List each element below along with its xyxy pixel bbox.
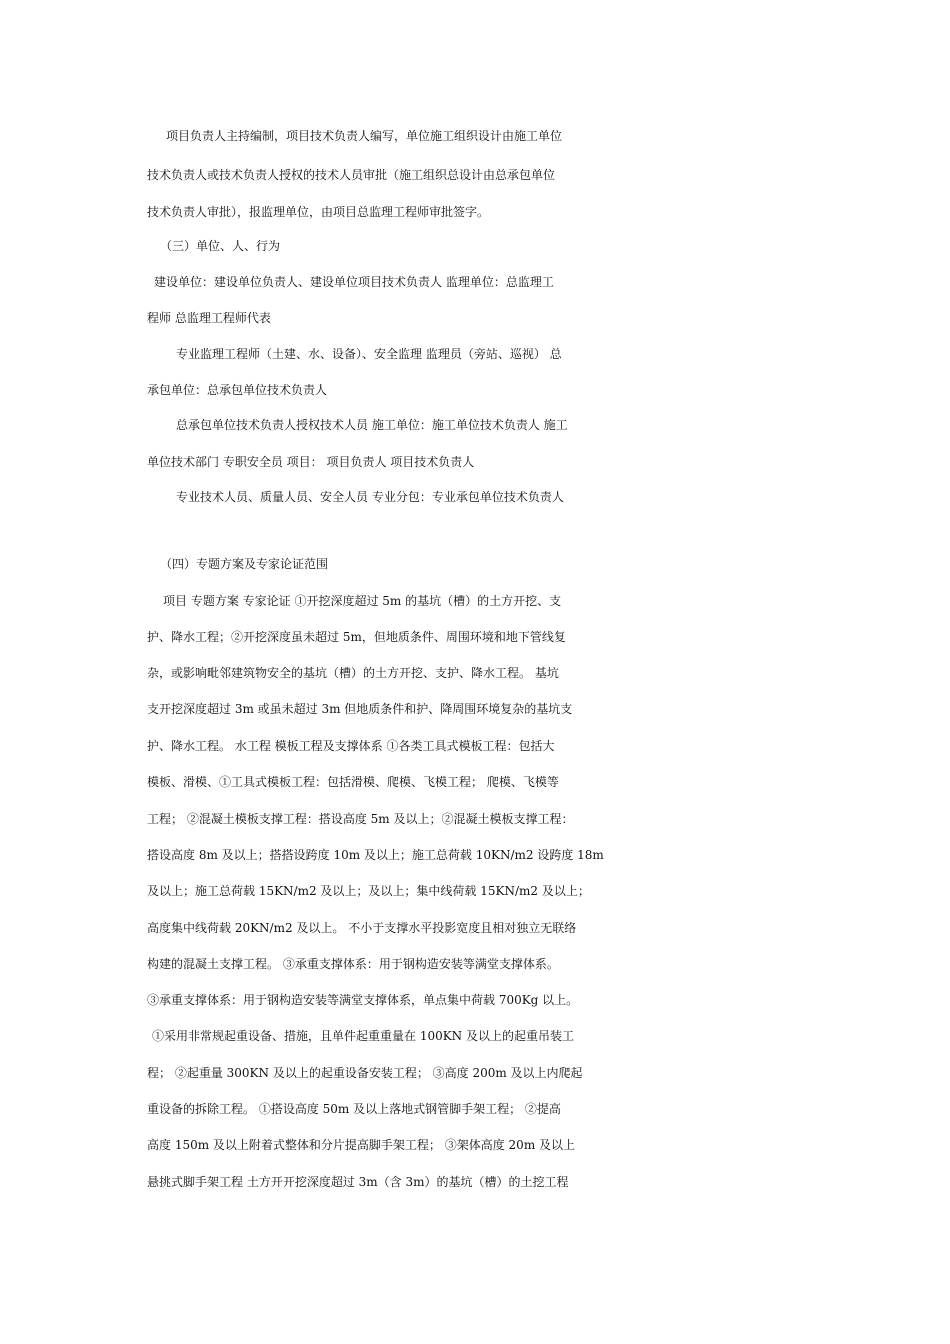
text-line: 模板、滑模、①工具式模板工程：包括滑模、爬模、飞模工程； 爬模、飞模等 (147, 775, 559, 789)
text-line: 项目负责人主持编制，项目技术负责人编写，单位施工组织设计由施工单位 (166, 129, 563, 143)
text-line: 高度集中线荷载 20KN/m2 及以上。 不小于支撑水平投影宽度且相对独立无联络 (147, 921, 577, 935)
text-line: 单位技术部门 专职安全员 项目： 项目负责人 项目技术负责人 (147, 455, 475, 469)
text-line: 支开挖深度超过 3m 或虽未超过 3m 但地质条件和护、降周围环境复杂的基坑支 (147, 702, 573, 716)
text-line: 技术负责人审批），报监理单位，由项目总监理工程师审批签字。 (147, 205, 490, 219)
text-line: 建设单位：建设单位负责人、建设单位项目技术负责人 监理单位：总监理工 (154, 275, 554, 289)
text-line: 工程； ②混凝土模板支撑工程：搭设高度 5m 及以上；②混凝土模板支撑工程： (147, 812, 574, 826)
text-line: 程； ②起重量 300KN 及以上的起重设备安装工程； ③高度 200m 及以上内爬起 (147, 1066, 583, 1080)
text-line: 构建的混凝土支撑工程。 ③承重支撑体系：用于钢构造安装等满堂支撑体系。 (147, 957, 559, 971)
text-line: 总承包单位技术负责人授权技术人员 施工单位：施工单位技术负责人 施工 (176, 418, 568, 432)
text-line: 悬挑式脚手架工程 土方开开挖深度超过 3m（含 3m）的基坑（槽）的土挖工程 (147, 1175, 569, 1189)
text-line: 技术负责人或技术负责人授权的技术人员审批（施工组织总设计由总承包单位 (147, 168, 556, 182)
section-heading: （三）单位、人、行为 (160, 239, 281, 253)
text-line: 项目 专题方案 专家论证 ①开挖深度超过 5m 的基坑（槽）的土方开挖、支 (163, 594, 562, 608)
text-line: 专业监理工程师（土建、水、设备）、安全监理 监理员（旁站、巡视） 总 (176, 347, 562, 361)
text-line: 承包单位：总承包单位技术负责人 (147, 383, 328, 397)
section-heading: （四）专题方案及专家论证范围 (160, 557, 329, 571)
text-line: 护、降水工程；②开挖深度虽未超过 5m，但地质条件、周围环境和地下管线复 (147, 630, 566, 644)
text-line: 程师 总监理工程师代表 (147, 311, 271, 325)
text-line: 搭设高度 8m 及以上；搭搭设跨度 10m 及以上；施工总荷载 10KN/m2 设跨度 18m (147, 848, 604, 862)
text-line: 高度 150m 及以上附着式整体和分片提高脚手架工程； ③架体高度 20m 及以上 (147, 1138, 576, 1152)
text-line: 杂，或影响毗邻建筑物安全的基坑（槽）的土方开挖、支护、降水工程。 基坑 (147, 666, 559, 680)
text-line: ①采用非常规起重设备、措施，且单件起重重量在 100KN 及以上的起重吊装工 (152, 1029, 575, 1043)
text-line: 护、降水工程。 水工程 模板工程及支撑体系 ①各类工具式模板工程：包括大 (147, 739, 555, 753)
text-line: 及以上；施工总荷载 15KN/m2 及以上；及以上；集中线荷载 15KN/m2 及以上； (147, 884, 590, 898)
text-line: ③承重支撑体系：用于钢构造安装等满堂支撑体系，单点集中荷载 700Kg 以上。 (147, 993, 579, 1007)
text-line: 重设备的拆除工程。 ①搭设高度 50m 及以上落地式钢管脚手架工程； ②提高 (147, 1102, 561, 1116)
text-line: 专业技术人员、质量人员、安全人员 专业分包：专业承包单位技术负责人 (176, 490, 564, 504)
